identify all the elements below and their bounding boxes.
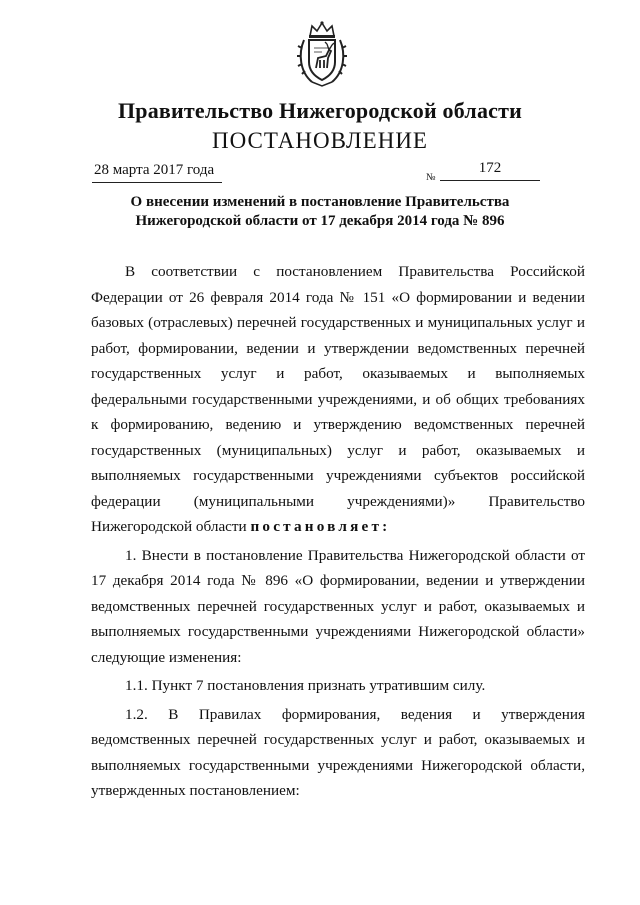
date-underline [92,182,222,183]
document-subject [0,193,640,231]
document-number: 172 [478,160,502,176]
subject-line: Нижегородской области от 17 декабря 2014 года № 896 [135,213,505,229]
item-1-1-paragraph: 1.1. Пункт 7 постановления признать утратившим силу. [125,677,486,694]
preamble-paragraph [91,259,585,540]
coat-of-arms-icon [296,20,348,88]
decree-word: постановляет: [250,518,391,535]
number-underline [440,180,540,181]
item-1-paragraph: 1. Внести в постановление Правительства Нижегородской области от 17 декабря 2014 года № 896 «О формировании, ведении и утверждении ведомственных перечней государственных услуг и работ, оказываемых и выполняемых государственными учреждениями Нижегородской области» следующие изменения: [91,546,585,666]
subject-line: О внесении изменений в постановление Правительства [130,194,510,210]
document-date: 28 марта 2017 года [94,162,215,178]
preamble-text: В соответствии с постановлением Правительства Российской Федерации от 26 февраля 2014 года № 151 «О формировании и ведении базовых (отраслевых) перечней государственных и муниципальных услуг и работ, формировании, ведении и утверждении ведомственных перечней государственных услуг и работ, оказываемых и выполняемых федеральными государственными учреждениями, и об общих требованиях к формированию, ведению и утверждению ведомственных перечней государственных (муниципальных) услуг и работ, оказываемых и выполняемых государственными учреждениями субъектов российской федерации (муниципальными учреждениями)» Правительство Нижегородской области [91,263,585,535]
organization-title: Правительство Нижегородской области [117,98,522,123]
item-1-2-paragraph: 1.2. В Правилах формирования, ведения и утверждения ведомственных перечней государственных услуг и работ, оказываемых и выполняемых государственными учреждениями Нижегородской области, утвержденных постановлением: [91,705,585,799]
number-label: № [426,172,436,183]
document-body [91,259,585,804]
document-type: ПОСТАНОВЛЕНИЕ [212,128,428,153]
